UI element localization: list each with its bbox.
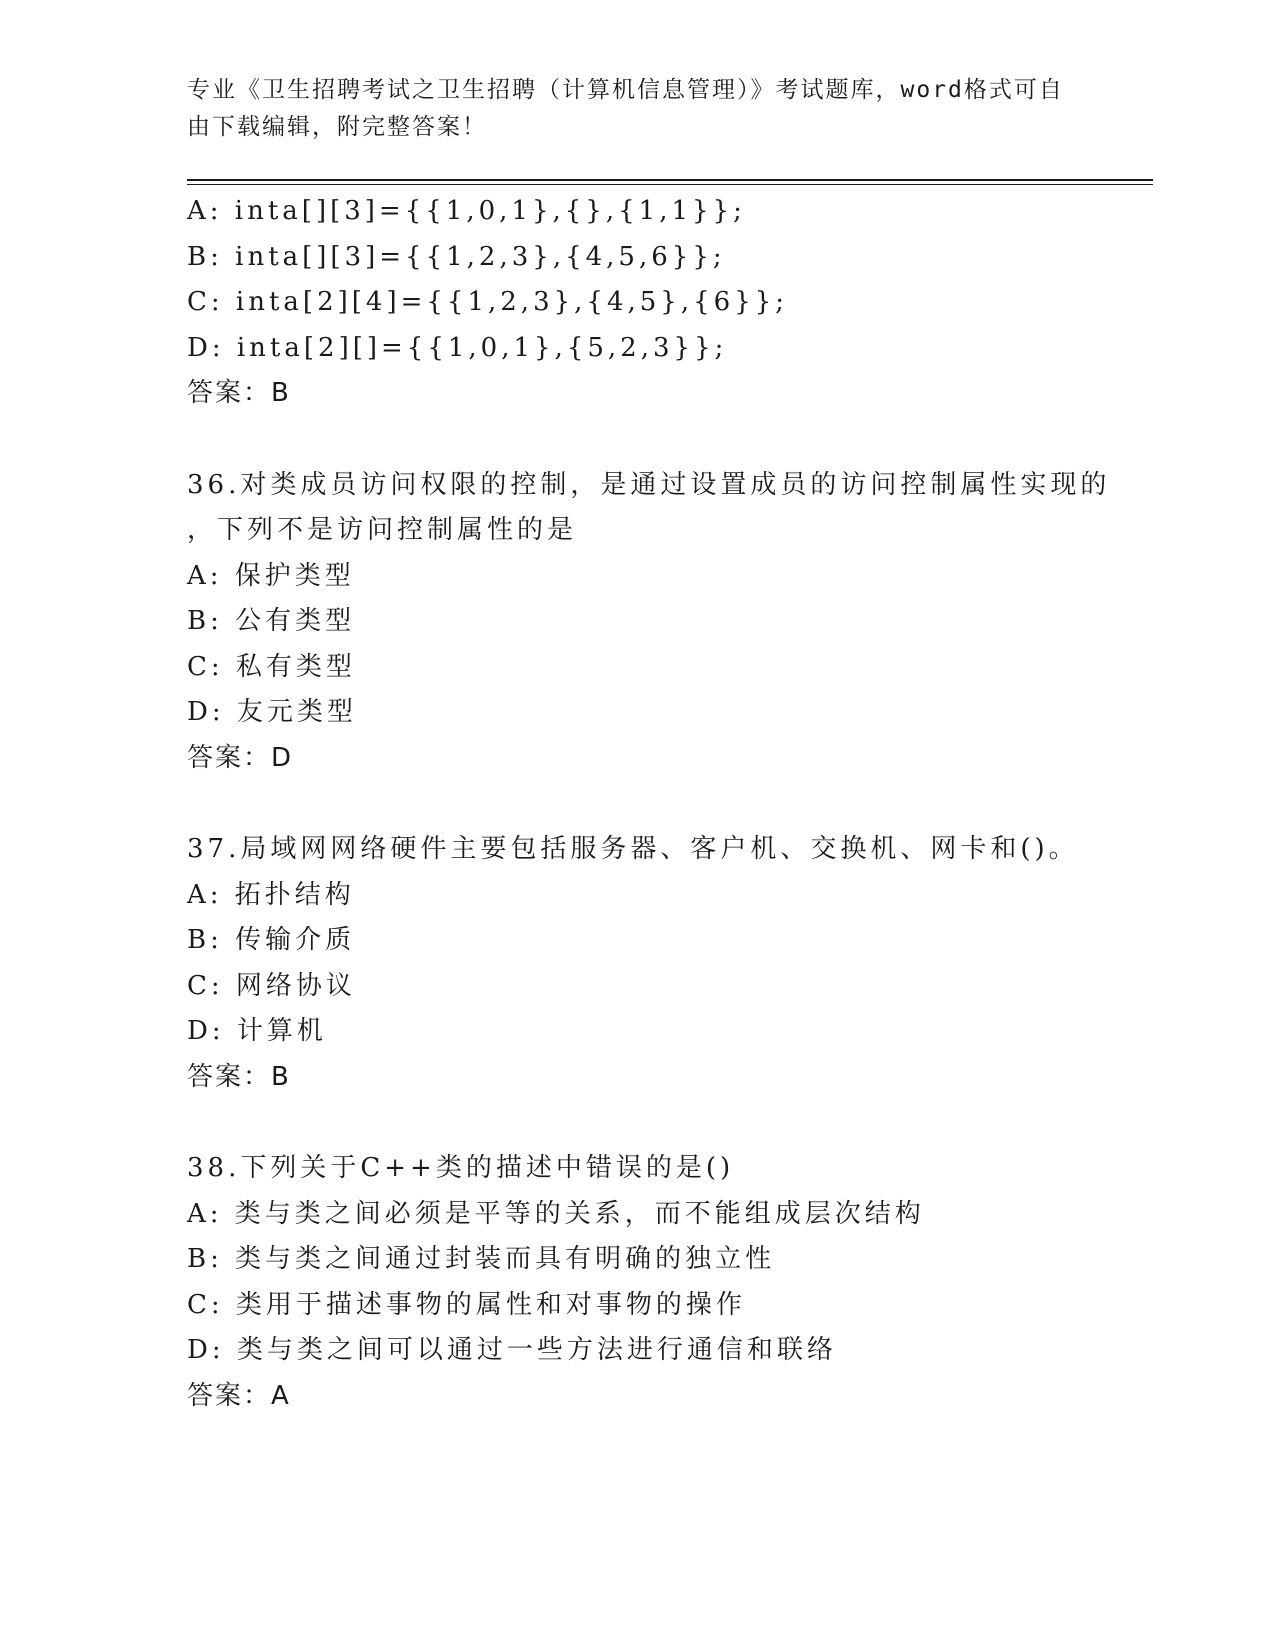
header-divider [187,179,1153,185]
question-stem: 38.下列关于C++类的描述中错误的是() [187,1153,735,1183]
option-a: A: 类与类之间必须是平等的关系，而不能组成层次结构 [187,1198,925,1229]
spacer [187,1100,1153,1146]
option-d: D: 类与类之间可以通过一些方法进行通信和联络 [187,1335,837,1365]
header-line-1: 专业《卫生招聘考试之卫生招聘（计算机信息管理）》考试题库，word格式可自 [187,77,1064,103]
option-d: D: 计算机 [187,1016,327,1046]
answer-line: 答案：B [187,378,291,408]
option-a: A: inta[][3]={{1,0,1},{},{1,1}}; [187,196,746,226]
option-b: B: 传输介质 [187,925,356,955]
option-c: C: inta[2][4]={{1,2,3},{4,5},{6}}; [187,287,789,317]
option-d: D: 友元类型 [187,697,357,727]
question-stem-continued: ，下列不是访问控制属性的是 [187,515,578,545]
spacer [187,781,1153,827]
question-35 [187,189,1153,417]
option-b: B: 公有类型 [187,606,356,636]
answer-line: 答案：B [187,1061,291,1092]
option-b: B: inta[][3]={{1,2,3},{4,5,6}}; [187,241,726,272]
header-line-2: 由下载编辑，附完整答案！ [187,114,487,140]
spacer [187,417,1153,463]
option-d: D: inta[2][]={{1,0,1},{5,2,3}}; [187,332,728,363]
question-38 [187,1146,1153,1419]
option-c: C: 网络协议 [187,970,356,1001]
answer-line: 答案：D [187,742,294,773]
answer-line: 答案：A [187,1380,291,1411]
document-header [187,72,1087,146]
option-c: C: 私有类型 [187,651,356,682]
option-a: A: 拓扑结构 [187,879,355,910]
question-stem: 37.局域网网络硬件主要包括服务器、客户机、交换机、网卡和()。 [187,834,1079,864]
question-list [187,189,1153,1419]
option-a: A: 保护类型 [187,560,355,591]
question-37 [187,827,1153,1100]
option-b: B: 类与类之间通过封装而具有明确的独立性 [187,1244,776,1274]
option-c: C: 类用于描述事物的属性和对事物的操作 [187,1289,746,1320]
question-36 [187,463,1153,782]
question-stem: 36.对类成员访问权限的控制，是通过设置成员的访问控制属性实现的 [187,469,1111,500]
